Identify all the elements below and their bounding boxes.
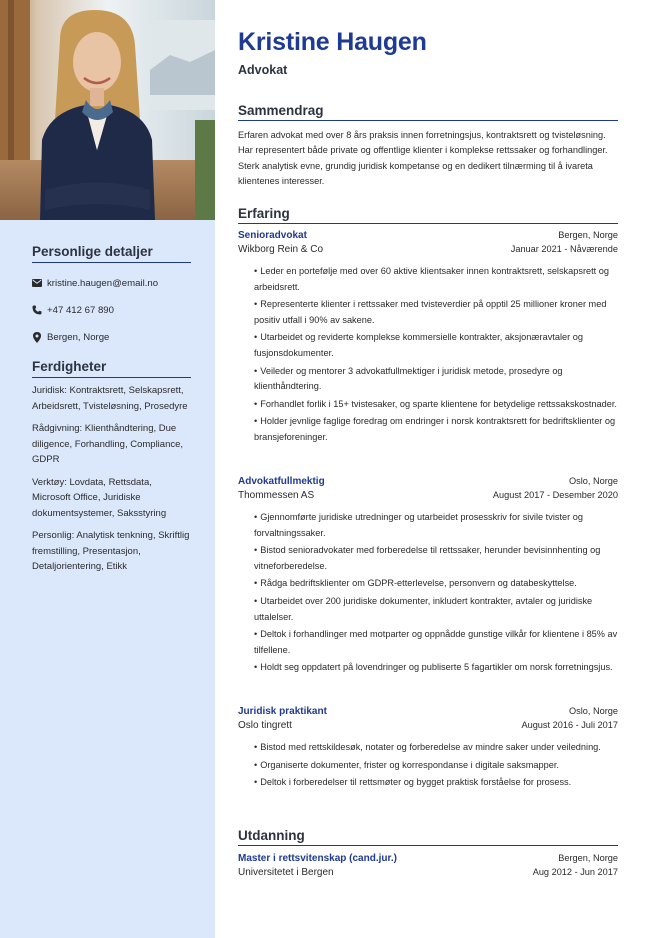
job-location: Bergen, Norge: [558, 230, 618, 240]
profile-photo: [0, 0, 215, 220]
job-location: Oslo, Norge: [568, 706, 618, 716]
education-entry: [238, 853, 618, 881]
job-company: Oslo tingrett: [238, 720, 292, 731]
degree-title: Master i rettsvitenskap (cand.jur.): [238, 853, 397, 864]
job-bullets: [238, 510, 618, 676]
bullet-item: • Leder en portefølje med over 60 aktive klientsaker innen kontraktsrett, selskapsrett og arbeidsrett.: [254, 266, 610, 292]
bullet-item: • Bistod senioradvokater med forberedelse til rettssaker, herunder bevisinnhenting og vitneforberedelse.: [254, 545, 601, 571]
bullet-item: • Rådga bedriftsklienter om GDPR-etterlevelse, personvern og databeskyttelse.: [254, 578, 577, 589]
contact-phone[interactable]: [32, 303, 191, 317]
personal-details: [32, 244, 191, 344]
bullet-item: • Representerte klienter i rettssaker med tvisteverdier på opptil 25 millioner kroner med positiv utfall i 90% av sakene.: [254, 299, 607, 325]
job-dates: Januar 2021 - Nåværende: [510, 244, 618, 254]
skills-title: Ferdigheter: [32, 359, 191, 378]
skill-legal: Juridisk: Kontraktsrett, Selskapsrett, Arbeidsrett, Tvisteløsning, Prosedyre: [32, 385, 188, 412]
job-title: Senioradvokat: [238, 230, 307, 241]
email-icon: [32, 278, 42, 288]
contact-email[interactable]: [32, 276, 191, 290]
email-text: kristine.haugen@email.no: [47, 277, 159, 289]
job-bullets: [238, 264, 618, 446]
phone-icon: [32, 305, 42, 315]
contact-location: [32, 330, 191, 344]
bullet-item: • Deltok i forberedelser til rettsmøter og bygget praktisk forståelse for prosess.: [254, 777, 572, 788]
job-dates: August 2017 - Desember 2020: [492, 490, 618, 500]
sidebar: [0, 0, 215, 938]
education-dates: Aug 2012 - Jun 2017: [532, 867, 618, 877]
job-dates: August 2016 - Juli 2017: [521, 720, 618, 730]
candidate-role: Advokat: [238, 63, 288, 77]
job-entry: [238, 706, 618, 793]
skills-section: [32, 359, 191, 575]
job-company: Thommessen AS: [238, 490, 315, 501]
job-title: Advokatfullmektig: [238, 476, 325, 487]
bullet-item: • Bistod med rettskildesøk, notater og forberedelse av mindre saker under veiledning.: [254, 742, 601, 752]
phone-text: +47 412 67 890: [47, 304, 114, 316]
school-name: Universitetet i Bergen: [238, 867, 334, 878]
education-title: Utdanning: [238, 828, 618, 846]
candidate-name: Kristine Haugen: [238, 28, 427, 56]
skill-advisory: Rådgivning: Klienthåndtering, Due diligence, Forhandling, Compliance, GDPR: [32, 423, 184, 465]
location-text: Bergen, Norge: [47, 331, 110, 343]
job-bullets: [238, 740, 618, 791]
job-entry: [238, 230, 618, 448]
job-title: Juridisk praktikant: [238, 706, 327, 717]
bullet-item: • Holder jevnlige faglige foredrag om endringer i norsk kontraktsrett for bedriftsklienter og bransjeforeninger.: [254, 416, 616, 442]
job-company: Wikborg Rein & Co: [238, 244, 324, 255]
skill-tools: Verktøy: Lovdata, Rettsdata, Microsoft Office, Juridiske dokumentsystemer, Saksstyring: [32, 476, 167, 519]
education-location: Bergen, Norge: [558, 853, 618, 863]
bullet-item: • Utarbeidet over 200 juridiske dokumenter, inkludert kontrakter, avtaler og juridiske uttalelser.: [254, 595, 593, 622]
personal-details-title: Personlige detaljer: [32, 244, 191, 263]
bullet-item: • Gjennomførte juridiske utredninger og utarbeidet prosesskriv for sivile tvister og forvaltningssaker.: [254, 512, 583, 538]
bullet-item: • Holdt seg oppdatert på lovendringer og publiserte 5 fagartikler om norsk forretningsjus.: [254, 662, 613, 673]
location-pin-icon: [32, 332, 42, 342]
bullet-item: • Utarbeidet og reviderte komplekse kommersielle kontrakter, aksjonæravtaler og fusjonsdokumenter.: [254, 332, 583, 358]
job-entry: [238, 476, 618, 678]
skill-personal: Personlig: Analytisk tenkning, Skriftlig fremstilling, Presentasjon, Detaljorientering, Etikk: [32, 530, 190, 572]
bullet-item: • Organiserte dokumenter, frister og korrespondanse i digitale saksmapper.: [254, 759, 559, 770]
summary-text: Erfaren advokat med over 8 års praksis innen forretningsjus, kontraktsrett og tvisteløsning. Har representert både private og offentlige klienter i komplekse rettssaker og forhandlinger. Sterk analytisk evne, grundig juridisk kompetanse og en dedikert tilnærming til å ivareta klientenes interesser.: [238, 130, 608, 187]
bullet-item: • Veileder og mentorer 3 advokatfullmektiger i juridisk metode, prosedyre og klienthåndtering.: [254, 365, 563, 392]
job-location: Oslo, Norge: [568, 476, 618, 486]
experience-title: Erfaring: [238, 206, 618, 224]
bullet-item: • Deltok i forhandlinger med motparter og oppnådde gunstige vilkår for klientene i 85% av tilfellene.: [254, 629, 618, 655]
summary-title: Sammendrag: [238, 103, 618, 121]
bullet-item: • Forhandlet forlik i 15+ tvistesaker, og sparte klientene for betydelige rettssakskostnader.: [254, 398, 617, 409]
